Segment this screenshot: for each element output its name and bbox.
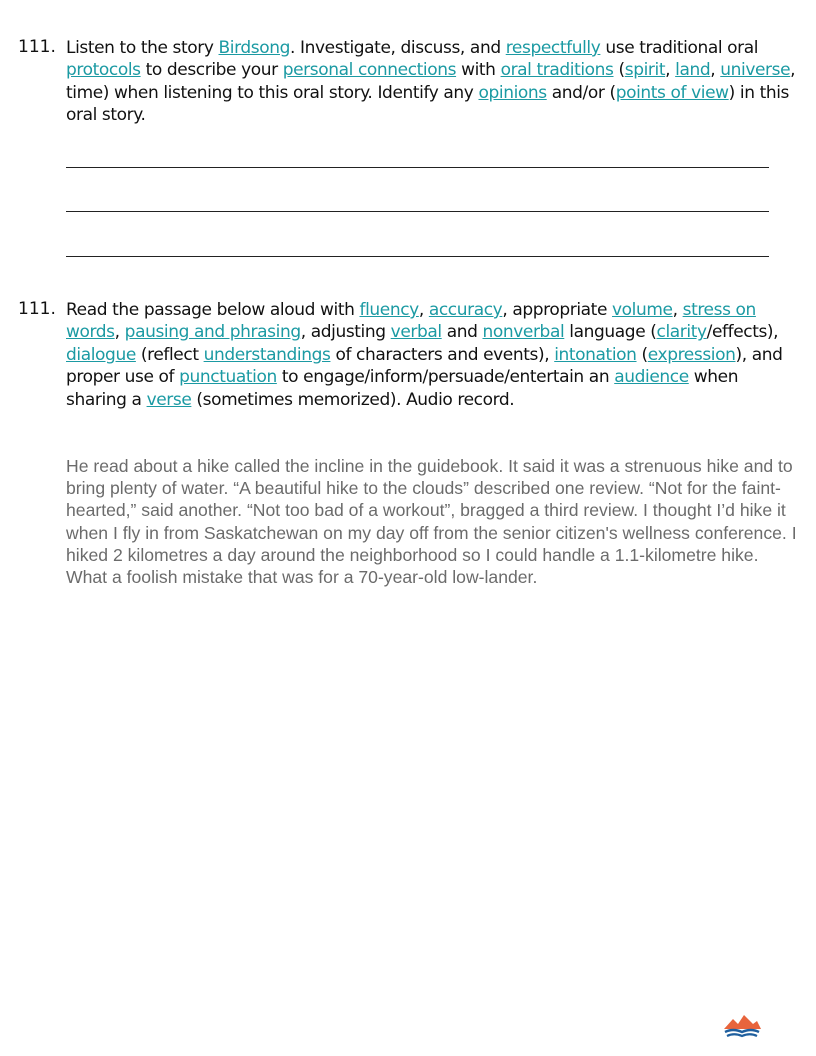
glossary-link[interactable]: volume [612, 300, 673, 320]
glossary-link[interactable]: personal connections [282, 60, 457, 81]
glossary-link[interactable]: spirit [624, 60, 666, 81]
text-segment: /effects), [706, 322, 779, 343]
glossary-link[interactable]: oral traditions [500, 60, 614, 81]
glossary-link[interactable]: respectfully [505, 38, 601, 58]
glossary-link[interactable]: nonverbal [482, 322, 565, 343]
glossary-link[interactable]: verse [146, 389, 192, 410]
glossary-link[interactable]: verbal [390, 322, 442, 343]
text-segment: Listen to the story [66, 38, 219, 58]
glossary-link[interactable]: protocols [66, 60, 141, 81]
glossary-link[interactable]: accuracy [428, 300, 503, 320]
glossary-link[interactable]: opinions [478, 82, 547, 103]
text-segment: (reflect [135, 344, 204, 365]
text-segment: language ( [564, 322, 657, 343]
glossary-link[interactable]: expression [647, 344, 736, 365]
text-segment: , time) when listening to this oral story. Identify any [66, 60, 796, 103]
question-text [66, 37, 796, 127]
text-segment: and/or ( [546, 82, 616, 103]
text-segment: and [441, 322, 483, 343]
glossary-link[interactable]: Birdsong [218, 38, 291, 58]
text-segment: . Investigate, discuss, and [290, 38, 506, 58]
question-number: 111. [18, 299, 56, 319]
text-segment: Read the passage below aloud with [66, 300, 360, 320]
glossary-link[interactable]: audience [614, 367, 689, 388]
answer-line-1[interactable] [66, 167, 769, 168]
glossary-link[interactable]: stress on words [66, 300, 756, 343]
glossary-link[interactable]: land [675, 60, 711, 81]
text-segment: , [665, 60, 676, 81]
text-segment: , [418, 300, 429, 320]
text-segment: of characters and events), [330, 344, 555, 365]
text-segment: to engage/inform/persuade/entertain an [276, 367, 615, 388]
text-segment: ( [613, 60, 625, 81]
reading-passage: He read about a hike called the incline in the guidebook. It said it was a strenuous hike and to bring plenty of water. “A beautiful hike to the clouds” described one review. “Not for the faint-hearted,” said another. “Not too bad of a workout”, bragged a third review. I thought I’d hike it when I fly in from Saskatchewan on my day off from the senior citizen's wellness conference. I hiked 2 kilometres a day around the neighborhood so I could handle a 1.1-kilometre hike. What a foolish mistake that was for a 70-year-old low-lander. [66, 456, 797, 588]
text-segment: with [456, 60, 501, 81]
text-segment: , [672, 300, 683, 320]
answer-line-2[interactable] [66, 211, 769, 212]
glossary-link[interactable]: dialogue [66, 344, 136, 365]
text-segment: , appropriate [502, 300, 613, 320]
glossary-link[interactable]: understandings [203, 344, 331, 365]
text-segment: ( [636, 344, 648, 365]
question-text [66, 299, 796, 411]
glossary-link[interactable]: pausing and phrasing [124, 322, 301, 343]
text-segment: ), and proper use of [66, 344, 783, 388]
text-segment: ) in this oral story. [66, 82, 789, 126]
text-segment: , [114, 322, 125, 343]
text-segment: to describe your [140, 60, 283, 81]
text-segment: use traditional oral [600, 38, 759, 58]
glossary-link[interactable]: points of view [615, 82, 729, 103]
glossary-link[interactable]: intonation [554, 344, 637, 365]
answer-line-3[interactable] [66, 256, 769, 257]
glossary-link[interactable]: punctuation [179, 367, 277, 388]
question-number: 111. [18, 37, 56, 57]
mountain-book-logo-icon [722, 1012, 762, 1038]
text-segment: when sharing a [66, 367, 739, 410]
glossary-link[interactable]: clarity [656, 322, 707, 343]
glossary-link[interactable]: universe [720, 60, 791, 81]
glossary-link[interactable]: fluency [359, 300, 419, 320]
text-segment: (sometimes memorized). Audio record. [191, 389, 515, 410]
text-segment: , [710, 60, 721, 81]
text-segment: , adjusting [300, 322, 391, 343]
